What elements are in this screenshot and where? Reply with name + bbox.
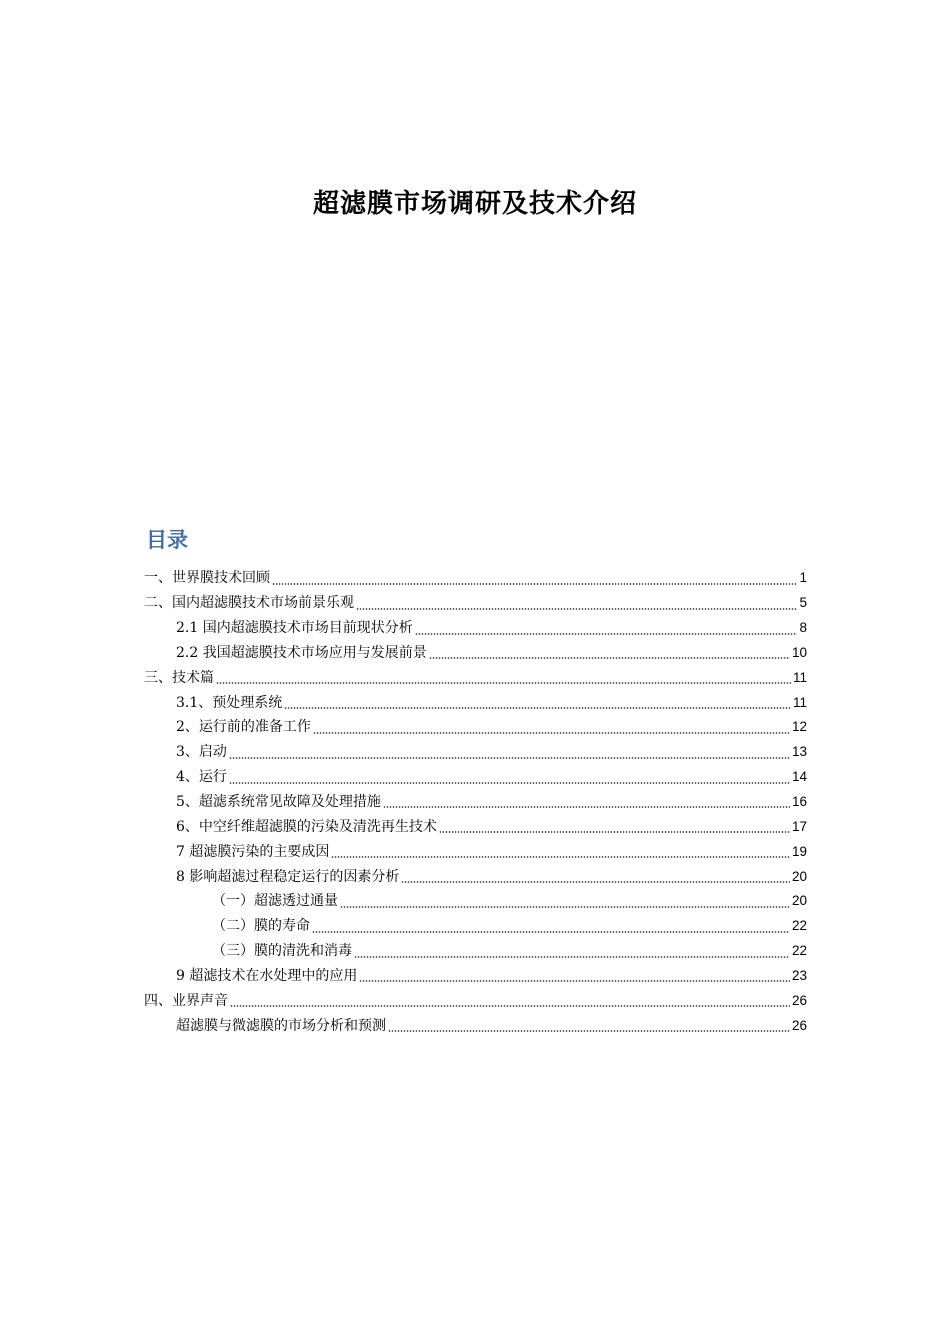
toc-entry-label: （二）膜的寿命 [212,918,310,935]
toc-dot-leader [359,980,790,982]
toc-entry[interactable] [144,939,807,964]
toc-entry[interactable] [144,790,807,815]
toc-entry[interactable] [144,665,807,690]
toc-dot-leader [340,906,790,908]
toc-entry-label: 3、启动 [176,744,227,761]
toc-entry-page-number: 10 [791,644,807,660]
toc-dot-leader [284,707,791,709]
toc-dot-leader [229,782,790,784]
toc-entry-label: 5、超滤系统常见故障及处理措施 [176,794,381,811]
toc-entry-label: （三）膜的清洗和消毒 [212,943,352,960]
toc-entry[interactable] [144,616,807,641]
toc-dot-leader [415,633,798,635]
toc-entry-label: 超滤膜与微滤膜的市场分析和预测 [176,1017,386,1034]
toc-entry-page-number: 19 [791,843,807,859]
toc-dot-leader [401,881,790,883]
toc-entry-page-number: 22 [791,918,807,934]
toc-dot-leader [272,583,797,585]
toc-entry[interactable] [144,864,807,889]
toc-entry[interactable] [144,591,807,616]
toc-dot-leader [312,931,790,933]
toc-entry-label: 6、中空纤维超滤膜的污染及清洗再生技术 [176,818,437,835]
toc-entry-label: （一）超滤透过通量 [212,893,338,910]
toc-heading: 目录 [146,528,188,552]
toc-dot-leader [356,608,797,610]
toc-entry-page-number: 1 [799,570,807,586]
toc-entry[interactable] [144,988,807,1013]
toc-entry[interactable] [144,814,807,839]
toc-entry-label: 2.2 我国超滤膜技术市场应用与发展前景 [176,644,427,661]
toc-entry[interactable] [144,690,807,715]
toc-dot-leader [388,1030,790,1032]
toc-entry[interactable] [144,715,807,740]
toc-dot-leader [230,1005,790,1007]
toc-dot-leader [383,806,790,808]
toc-entry-label: 8 影响超滤过程稳定运行的因素分析 [176,868,400,885]
toc-dot-leader [229,757,790,759]
toc-entry-page-number: 11 [792,694,807,710]
toc-entry-page-number: 20 [791,868,807,884]
toc-entry[interactable] [144,641,807,666]
toc-entry-page-number: 26 [791,1017,807,1033]
toc-entry[interactable] [144,765,807,790]
toc-entry-label: 2、运行前的准备工作 [176,719,311,736]
toc-entry[interactable] [144,566,807,591]
toc-entry-label: 三、技术篇 [144,669,214,686]
toc-entry-page-number: 23 [791,967,807,983]
toc-dot-leader [354,956,790,958]
toc-entry-label: 7 超滤膜污染的主要成因 [176,843,330,860]
toc-entry-page-number: 13 [791,744,807,760]
toc-dot-leader [331,856,790,858]
toc-entry-label: 一、世界膜技术回顾 [144,570,270,587]
toc-entry-page-number: 20 [791,893,807,909]
toc-entry-label: 四、业界声音 [144,992,228,1009]
toc-entry-label: 二、国内超滤膜技术市场前景乐观 [144,595,354,612]
toc-entry[interactable] [144,914,807,939]
toc-dot-leader [216,682,791,684]
toc-entry-page-number: 8 [799,620,807,636]
toc-dot-leader [313,732,790,734]
toc-entry-page-number: 26 [791,992,807,1008]
toc-entry[interactable] [144,889,807,914]
toc-entry-page-number: 22 [791,943,807,959]
toc-entry[interactable] [144,740,807,765]
toc-entry-page-number: 14 [791,769,807,785]
toc-entry-page-number: 11 [792,669,807,685]
table-of-contents [144,566,807,1038]
toc-dot-leader [429,657,790,659]
document-title: 超滤膜市场调研及技术介绍 [312,189,637,219]
toc-entry-label: 9 超滤技术在水处理中的应用 [176,967,358,984]
toc-dot-leader [439,831,790,833]
toc-entry-page-number: 5 [799,595,807,611]
toc-entry-page-number: 17 [791,818,807,834]
toc-entry-label: 3.1、预处理系统 [176,694,283,711]
toc-entry[interactable] [144,964,807,989]
toc-entry-label: 2.1 国内超滤膜技术市场目前现状分析 [176,620,413,637]
toc-entry[interactable] [144,839,807,864]
toc-entry[interactable] [144,1013,807,1038]
toc-entry-label: 4、运行 [176,769,227,786]
toc-entry-page-number: 12 [791,719,807,735]
toc-entry-page-number: 16 [791,794,807,810]
